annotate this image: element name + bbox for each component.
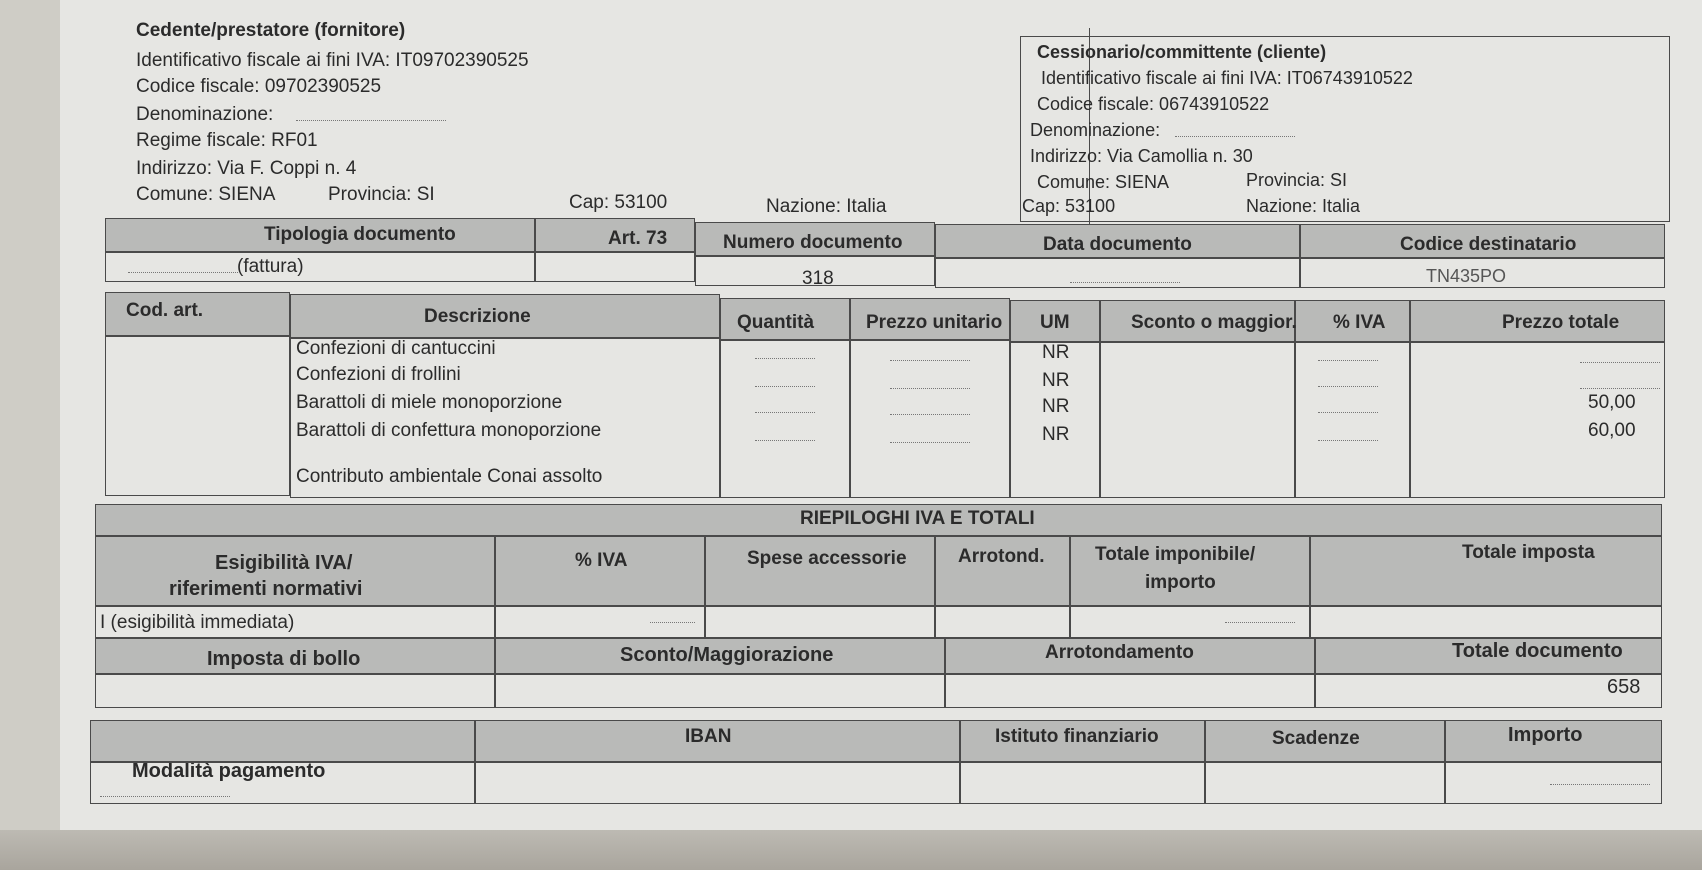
cessionario-cap: Cap: 53100 xyxy=(1022,196,1116,216)
cessionario-denominazione-blank xyxy=(1175,136,1295,137)
cessionario-indirizzo: Indirizzo: Via Camollia n. 30 xyxy=(1030,146,1253,166)
cessionario-denominazione: Denominazione: xyxy=(1030,120,1161,140)
pag-header-modalita: Modalità pagamento xyxy=(132,760,326,782)
desk-surface xyxy=(0,830,1702,870)
pag-header-importo: Importo xyxy=(1508,724,1583,746)
riga-3-um: NR xyxy=(1042,396,1070,417)
pag-header-iban: IBAN xyxy=(685,726,732,747)
riep-header-iva: % IVA xyxy=(575,550,628,571)
riep-esigibilita-value: I (esigibilità immediata) xyxy=(100,612,295,633)
righe-header-iva: % IVA xyxy=(1333,312,1386,333)
doc-tipologia-blank xyxy=(128,272,238,273)
doc-numero-value: 318 xyxy=(802,268,834,289)
riga-1-descrizione: Confezioni di cantuccini xyxy=(296,338,496,359)
riga-2-descrizione: Confezioni di frollini xyxy=(296,364,461,385)
doc-codice-value: TN435PO xyxy=(1426,266,1507,286)
pag-header-scadenze: Scadenze xyxy=(1272,728,1360,749)
righe-header-codart: Cod. art. xyxy=(126,300,204,321)
riga-3-totale: 50,00 xyxy=(1588,392,1636,413)
cedente-indirizzo: Indirizzo: Via F. Coppi n. 4 xyxy=(136,158,357,179)
cedente-provincia: Provincia: SI xyxy=(328,184,435,205)
righe-header-um: UM xyxy=(1040,312,1070,333)
doc-header-codice: Codice destinatario xyxy=(1400,234,1577,255)
righe-header-prezzo-totale: Prezzo totale xyxy=(1502,312,1620,333)
riga-3-descrizione: Barattoli di miele monoporzione xyxy=(296,392,563,413)
righe-header-prezzo-unitario: Prezzo unitario xyxy=(866,312,1003,333)
riepiloghi-title: RIEPILOGHI IVA E TOTALI xyxy=(800,508,1035,529)
cedente-title: Cedente/prestatore (fornitore) xyxy=(136,20,406,41)
riga-2-um: NR xyxy=(1042,370,1070,391)
doc-header-tipologia: Tipologia documento xyxy=(264,224,456,245)
cedente-nazione: Nazione: Italia xyxy=(766,196,887,217)
doc-header-art73: Art. 73 xyxy=(608,228,668,249)
riga-1-um: NR xyxy=(1042,342,1070,363)
cedente-denominazione: Denominazione: xyxy=(136,104,274,125)
riep-header-spese: Spese accessorie xyxy=(747,548,907,569)
cessionario-piva: Identificativo fiscale ai fini IVA: IT06743910522 xyxy=(1041,68,1413,88)
riep-header-bollo: Imposta di bollo xyxy=(207,648,361,670)
cedente-regime: Regime fiscale: RF01 xyxy=(136,130,318,151)
cedente-piva: Identificativo fiscale ai fini IVA: IT09702390525 xyxy=(136,50,529,71)
invoice-sheet xyxy=(60,0,1702,830)
cedente-denominazione-blank xyxy=(296,120,446,121)
cedente-comune: Comune: SIENA xyxy=(136,184,276,205)
doc-header-numero: Numero documento xyxy=(723,232,903,253)
pag-header-istituto: Istituto finanziario xyxy=(995,726,1159,747)
riep-header-imponibile-2: importo xyxy=(1145,572,1216,593)
riep-header-totale-documento: Totale documento xyxy=(1452,640,1623,662)
riep-header-esigibilita-2: riferimenti normativi xyxy=(169,578,363,600)
righe-header-descrizione: Descrizione xyxy=(424,306,531,327)
doc-tipologia-value: (fattura) xyxy=(237,256,304,277)
riep-header-arrotondamento: Arrotondamento xyxy=(1045,642,1194,663)
cessionario-title: Cessionario/committente (cliente) xyxy=(1037,42,1327,62)
righe-header-sconto: Sconto o maggior. xyxy=(1131,312,1297,333)
cessionario-provincia: Provincia: SI xyxy=(1246,170,1348,190)
righe-header-quantita: Quantità xyxy=(737,312,815,333)
doc-data-blank xyxy=(1070,282,1180,283)
cedente-cf: Codice fiscale: 09702390525 xyxy=(136,76,382,97)
cessionario-nazione: Nazione: Italia xyxy=(1246,196,1361,216)
riga-4-descrizione: Barattoli di confettura monoporzione xyxy=(296,420,602,441)
riga-5-descrizione: Contributo ambientale Conai assolto xyxy=(296,466,603,487)
cessionario-comune: Comune: SIENA xyxy=(1037,172,1170,192)
riep-header-imponibile-1: Totale imponibile/ xyxy=(1095,544,1256,565)
riep-totale-documento-value: 658 xyxy=(1607,676,1641,698)
doc-header-data: Data documento xyxy=(1043,234,1192,255)
riga-4-um: NR xyxy=(1042,424,1070,445)
riep-header-arrotond: Arrotond. xyxy=(958,546,1045,567)
riga-4-totale: 60,00 xyxy=(1588,420,1636,441)
riep-header-sconto: Sconto/Maggiorazione xyxy=(620,644,834,666)
cedente-cap: Cap: 53100 xyxy=(569,192,668,213)
riep-header-esigibilita-1: Esigibilità IVA/ xyxy=(215,552,353,574)
riep-header-imposta: Totale imposta xyxy=(1462,542,1595,563)
cessionario-cf: Codice fiscale: 06743910522 xyxy=(1037,94,1270,114)
